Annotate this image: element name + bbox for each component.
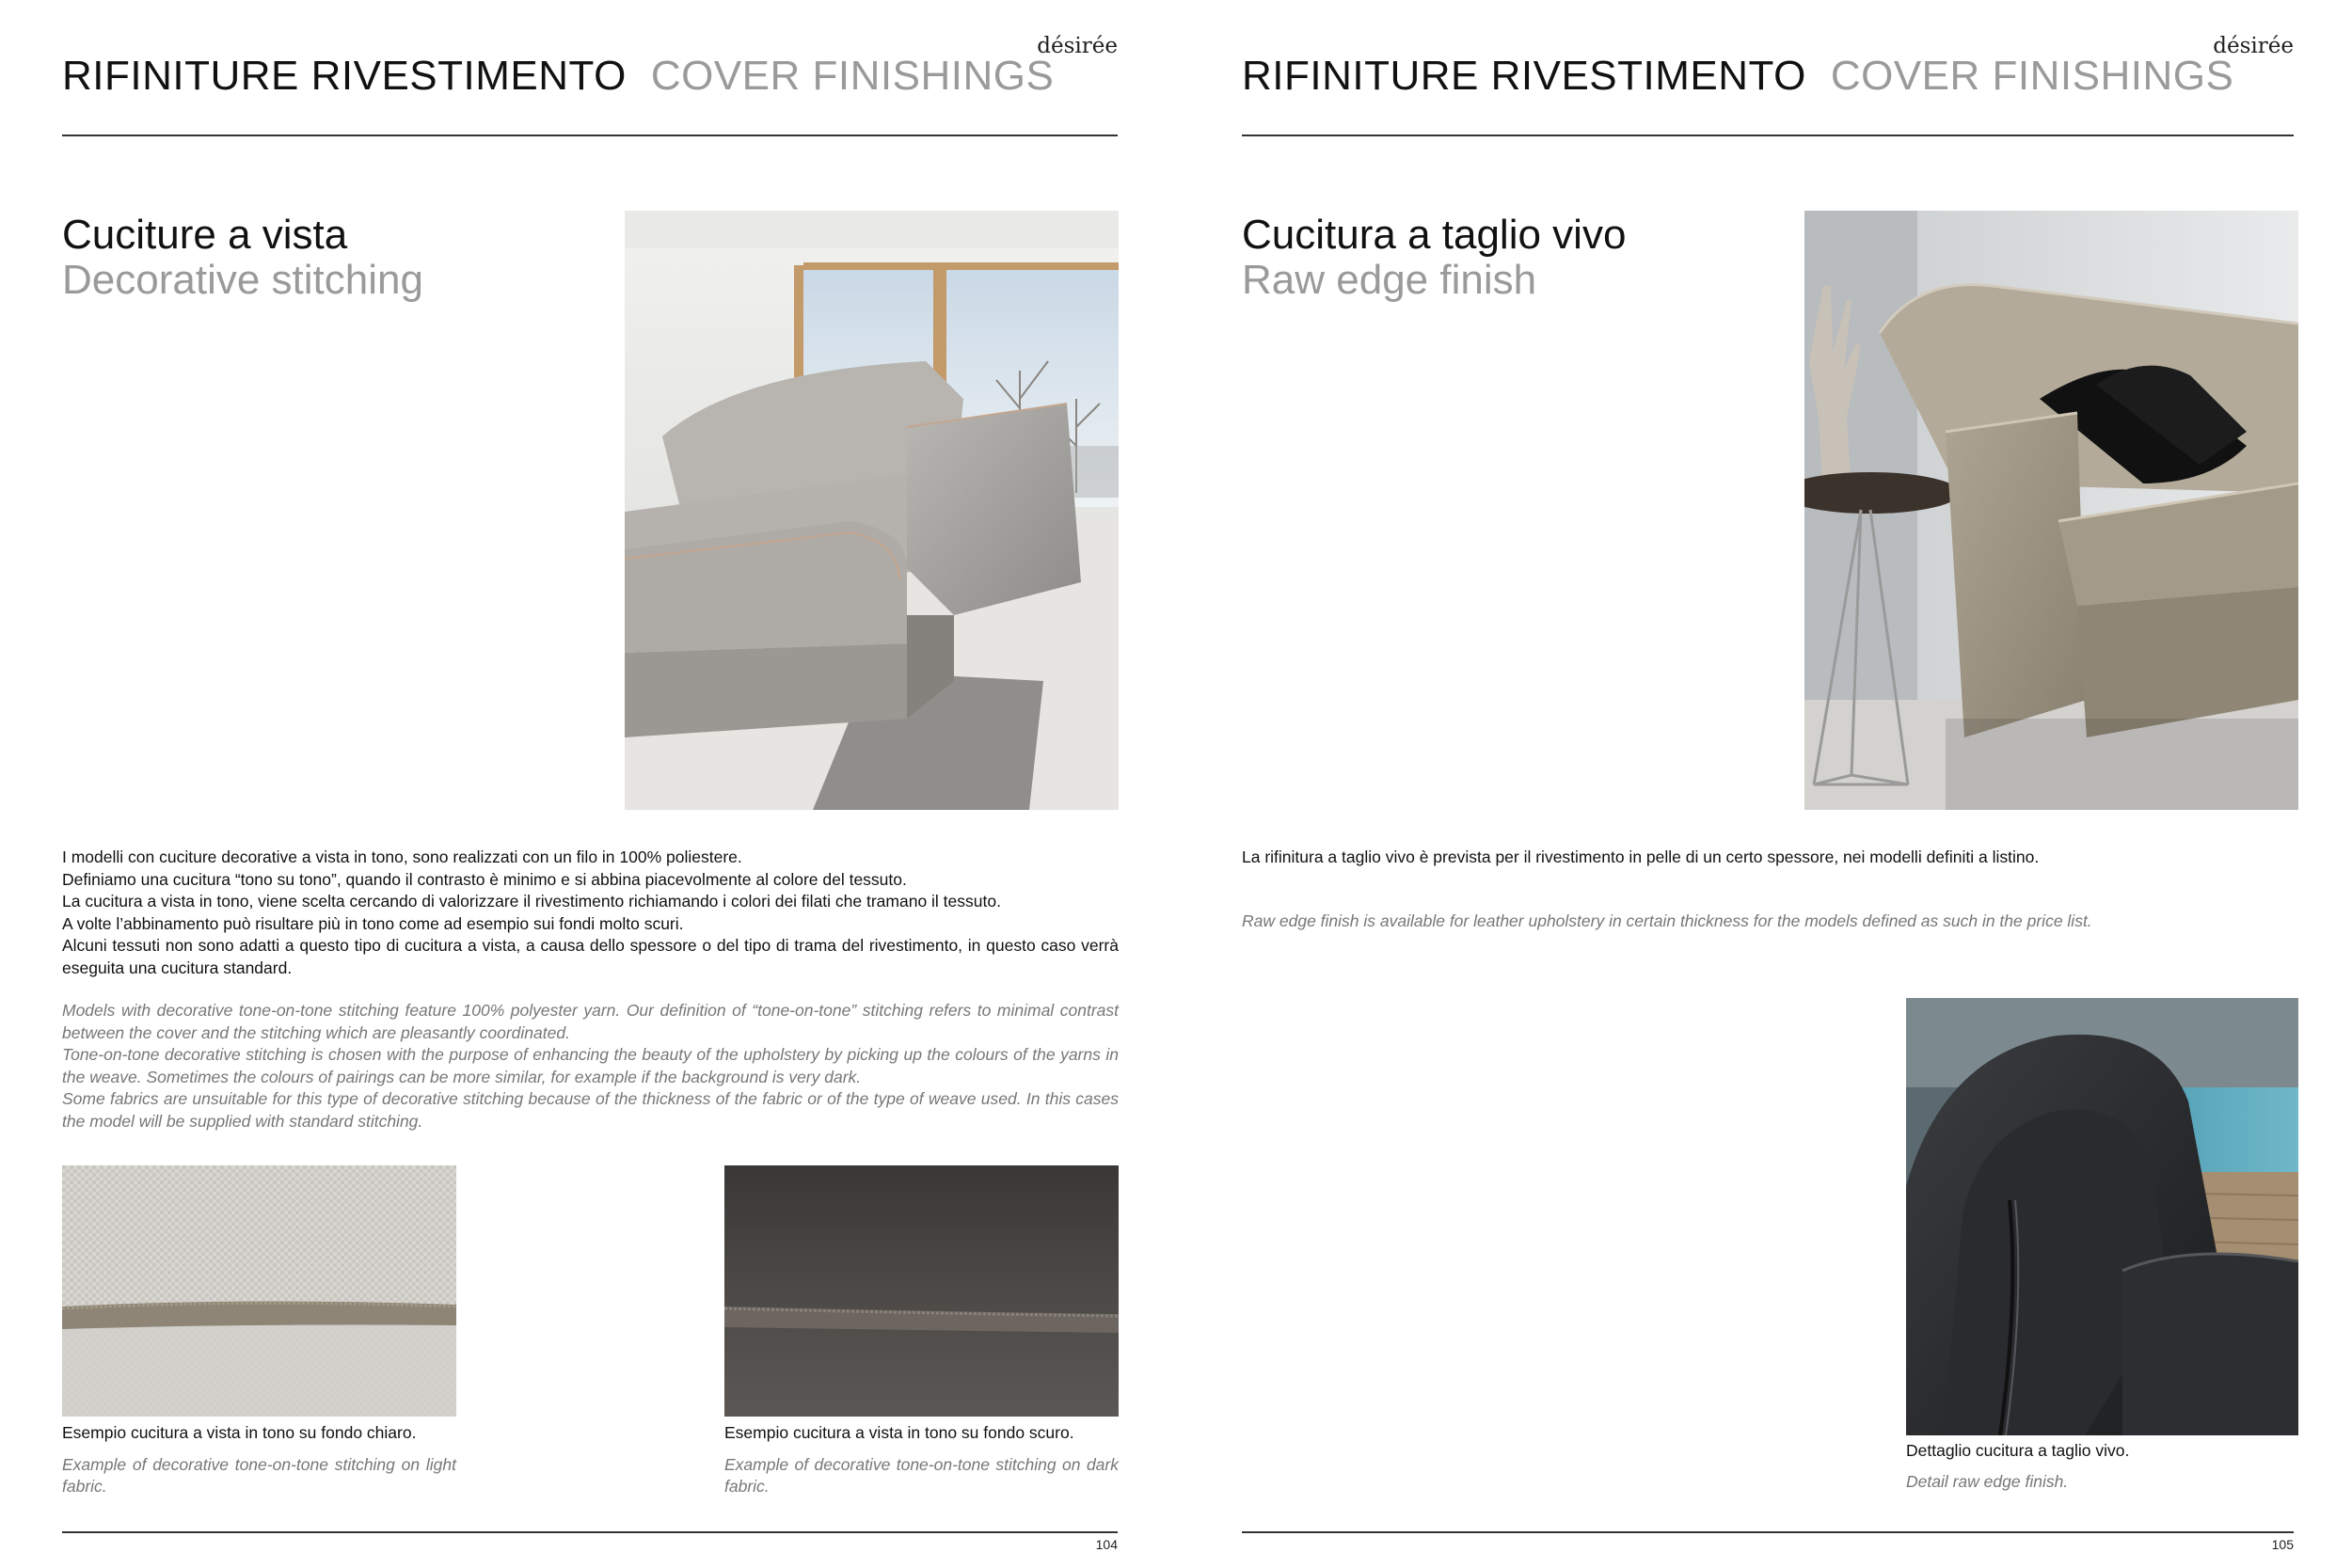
- page-header-title: [1242, 53, 2233, 100]
- body-paragraph: La cucitura a vista in tono, viene scelta cercando di valorizzare il rivestimento richiamando i colori dei filati che tramano il tessuto.: [62, 892, 1001, 911]
- section-title: [62, 213, 423, 303]
- dark-fabric-swatch-photo: [724, 1165, 1119, 1417]
- right-page: [1176, 0, 2352, 1568]
- sofa-decorative-stitching-photo: [625, 211, 1119, 810]
- body-text-italian: [62, 847, 1119, 979]
- body-paragraph: Tone-on-tone decorative stitching is chosen with the purpose of enhancing the beauty of the upholstery by picking up the colours of the yarns in the weave. Sometimes the colours of pairings can be more similar, for example if the background is very dark.: [62, 1045, 1119, 1086]
- section-title: [1242, 213, 1626, 303]
- page-number: 105: [2271, 1537, 2294, 1552]
- body-text-italian: La rifinitura a taglio vivo è prevista per il rivestimento in pelle di un certo spessore, nei modelli definiti a listino.: [1242, 847, 2040, 866]
- light-fabric-caption-english: Example of decorative tone-on-tone stitching on light fabric.: [62, 1455, 456, 1496]
- body-paragraph: Some fabrics are unsuitable for this type of decorative stitching because of the thickness of the fabric or of the type of weave used. In this cases the model will be supplied with standard stitching.: [62, 1089, 1119, 1131]
- light-fabric-swatch-photo: [62, 1165, 456, 1417]
- dark-fabric-caption-english: Example of decorative tone-on-tone stitching on dark fabric.: [724, 1455, 1119, 1496]
- footer-divider: [62, 1531, 1118, 1533]
- brand-logo: désirée: [2213, 34, 2294, 58]
- page-header-title: [62, 53, 1054, 100]
- leather-chair-detail-photo: [1906, 998, 2298, 1435]
- body-text-english: [62, 1000, 1119, 1132]
- brand-logo: désirée: [1037, 34, 1118, 58]
- header-divider: [62, 135, 1118, 136]
- header-title-italian: RIFINITURE RIVESTIMENTO: [1242, 53, 1806, 99]
- body-paragraph: Alcuni tessuti non sono adatti a questo tipo di cucitura a vista, a causa dello spessore o del tipo di trama del rivestimento, in questo caso verrà eseguita una cucitura standard.: [62, 936, 1119, 977]
- body-paragraph: Definiamo una cucitura “tono su tono”, quando il contrasto è minimo e si abbina piacevolmente al colore del tessuto.: [62, 869, 907, 889]
- header-divider: [1242, 135, 2294, 136]
- section-title-italian: Cuciture a vista: [62, 212, 348, 258]
- section-title-english: Raw edge finish: [1242, 257, 1537, 303]
- section-title-english: Decorative stitching: [62, 257, 423, 303]
- header-title-english: COVER FINISHINGS: [1830, 53, 2234, 99]
- header-title-english: COVER FINISHINGS: [650, 53, 1055, 99]
- body-paragraph: I modelli con cuciture decorative a vista in tono, sono realizzati con un filo in 100% poliestere.: [62, 847, 742, 866]
- header-title-italian: RIFINITURE RIVESTIMENTO: [62, 53, 627, 99]
- body-text-english: Raw edge finish is available for leather upholstery in certain thickness for the models defined as such in the price list.: [1242, 911, 2092, 930]
- section-title-italian: Cucitura a taglio vivo: [1242, 212, 1627, 258]
- light-fabric-caption-italian: Esempio cucitura a vista in tono su fondo chiaro.: [62, 1423, 417, 1442]
- body-paragraph: Models with decorative tone-on-tone stitching feature 100% polyester yarn. Our definition of “tone-on-tone” stitching refers to minimal contrast between the cover and the stitching which are pleasantly coordinated.: [62, 1001, 1119, 1042]
- body-paragraph: A volte l’abbinamento può risultare più in tono come ad esempio sui fondi molto scuri.: [62, 913, 684, 933]
- dark-fabric-caption-italian: Esempio cucitura a vista in tono su fondo scuro.: [724, 1423, 1074, 1442]
- sofa-raw-edge-photo: [1804, 211, 2298, 810]
- leather-detail-caption-english: Detail raw edge finish.: [1906, 1472, 2069, 1491]
- page-number: 104: [1095, 1537, 1118, 1552]
- leather-detail-caption-italian: Dettaglio cucitura a taglio vivo.: [1906, 1441, 2130, 1460]
- footer-divider: [1242, 1531, 2294, 1533]
